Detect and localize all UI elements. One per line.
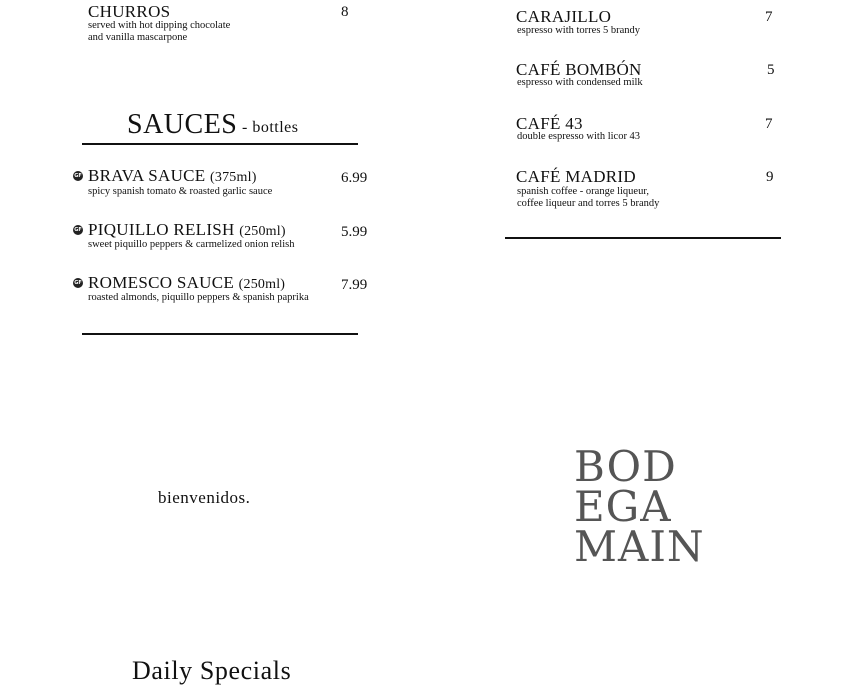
daily-specials-heading: Daily Specials xyxy=(132,656,292,685)
item-price: 5 xyxy=(767,62,775,78)
item-price: 6.99 xyxy=(341,170,368,186)
item-price: 8 xyxy=(341,4,349,20)
logo-line: EGA xyxy=(574,482,672,531)
item-description: double espresso with licor 43 xyxy=(517,131,641,142)
item-description: espresso with torres 5 brandy xyxy=(517,25,641,36)
item-description: sweet piquillo peppers & carmelized onion relish xyxy=(88,239,295,250)
item-name: BRAVA SAUCE (375ml) xyxy=(88,166,257,185)
item-name: CHURROS xyxy=(88,2,171,21)
item-price: 5.99 xyxy=(341,224,368,240)
item-name: CAFÉ MADRID xyxy=(516,167,636,186)
item-description: espresso with condensed milk xyxy=(517,77,643,88)
logo-line: BOD xyxy=(574,442,677,491)
item-name: CAFÉ 43 xyxy=(516,114,583,133)
item-price: 7 xyxy=(765,9,773,25)
section-title: SAUCES xyxy=(127,109,238,140)
logo-line: MAIN xyxy=(574,522,705,571)
item-price: 7.99 xyxy=(341,277,368,293)
item-price: 9 xyxy=(766,169,774,185)
gluten-free-badge-icon: GF xyxy=(74,173,82,179)
divider xyxy=(82,333,358,335)
item-name: ROMESCO SAUCE (250ml) xyxy=(88,273,286,292)
item-price: 7 xyxy=(765,116,773,132)
item-description: roasted almonds, piquillo peppers & spanish paprika xyxy=(88,292,309,303)
divider xyxy=(505,237,781,239)
item-name: CARAJILLO xyxy=(516,7,612,26)
gluten-free-badge-icon: GF xyxy=(74,280,82,286)
divider xyxy=(82,143,358,145)
item-name: CAFÉ BOMBÓN xyxy=(516,60,642,79)
item-description: coffee liqueur and torres 5 brandy xyxy=(517,198,660,209)
section-subtitle: - bottles xyxy=(242,119,299,136)
bodega-main-logo xyxy=(574,442,705,571)
item-description: spanish coffee - orange liqueur, xyxy=(517,186,650,197)
gluten-free-badge-icon: GF xyxy=(74,227,82,233)
item-description: and vanilla mascarpone xyxy=(88,32,188,43)
item-description: served with hot dipping chocolate xyxy=(88,20,231,31)
item-name: PIQUILLO RELISH (250ml) xyxy=(88,220,286,239)
welcome-text: bienvenidos. xyxy=(158,488,251,507)
item-description: spicy spanish tomato & roasted garlic sauce xyxy=(88,186,273,197)
